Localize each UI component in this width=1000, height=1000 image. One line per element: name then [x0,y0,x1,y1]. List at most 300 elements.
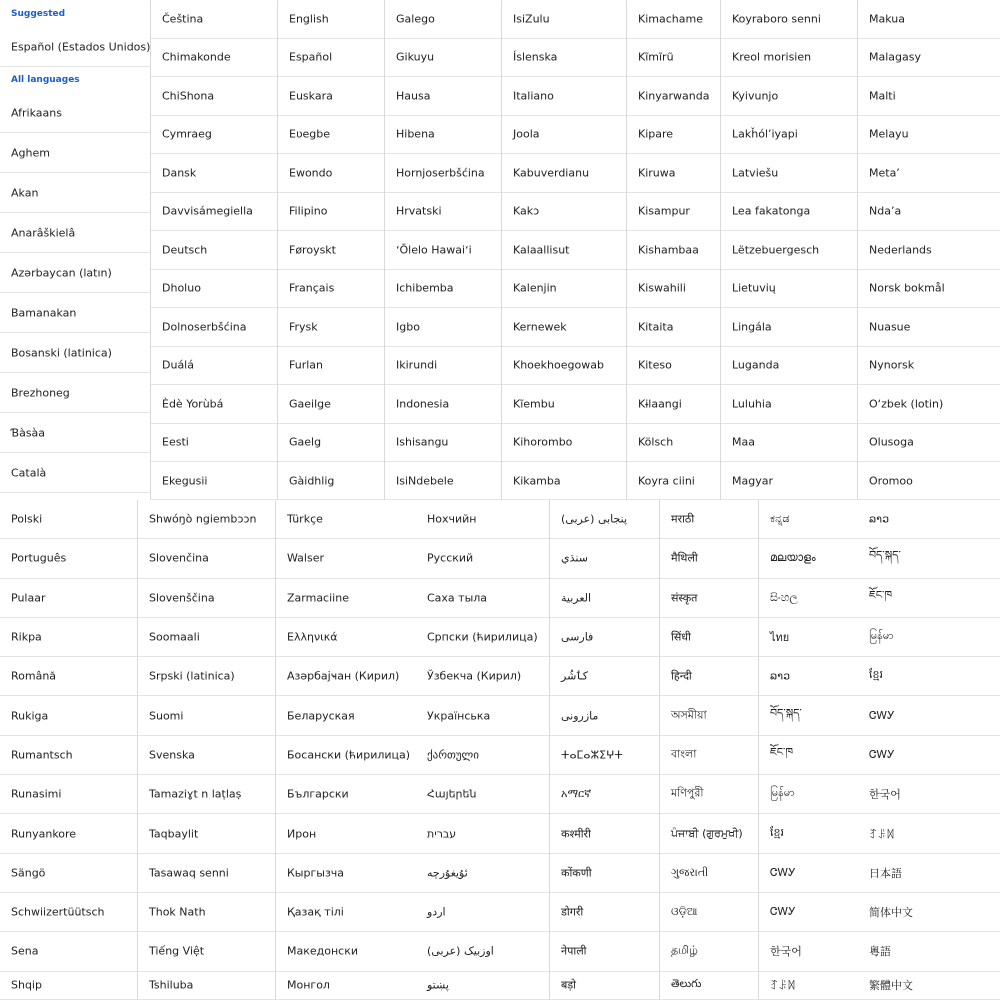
language-item[interactable] [276,814,416,853]
language-label: Español [289,50,333,64]
language-item[interactable] [416,579,549,618]
language-item[interactable] [858,347,1000,386]
language-item[interactable] [416,736,549,775]
language-label: ئۇيغۇرچە [427,866,468,880]
language-item[interactable] [416,854,549,893]
language-item[interactable] [276,932,416,971]
language-label: ខ្មែរ [869,668,883,682]
language-item[interactable] [759,539,858,578]
language-label: मैथिली [671,551,698,565]
language-item[interactable] [660,932,758,971]
language-item[interactable] [858,154,1000,193]
language-label: Koyraboro senni [732,12,821,26]
language-label: Nynorsk [869,358,915,372]
language-item[interactable] [858,697,1000,736]
language-item[interactable] [721,231,857,270]
language-item[interactable] [502,154,626,193]
suggested-header: Suggested [11,9,66,19]
language-item[interactable] [721,39,857,78]
language-item[interactable] [138,618,275,657]
language-item[interactable] [627,193,720,232]
language-label: Íslenska [513,50,558,64]
language-item[interactable] [151,39,277,78]
language-item[interactable] [276,775,416,814]
language-label: Kalenjin [513,281,557,295]
language-item[interactable] [550,539,659,578]
language-label: Ekegusii [162,474,208,487]
language-item[interactable] [276,854,416,893]
language-item[interactable] [278,154,384,193]
language-item[interactable] [550,697,659,736]
language-label: Kihorombo [513,435,573,449]
language-item[interactable] [550,775,659,814]
language-label: Dansk [162,166,197,180]
language-label: Oromoo [869,474,913,487]
language-label: Kölsch [638,435,674,449]
language-item[interactable] [721,193,857,232]
language-item[interactable] [276,736,416,775]
language-item[interactable] [759,854,858,893]
language-label: नेपाली [561,944,587,958]
language-item[interactable] [278,193,384,232]
language-item[interactable] [721,424,857,463]
language-label: Kĩembu [513,397,555,411]
language-item[interactable] [660,814,758,853]
language-label: Føroyskt [289,243,336,257]
language-item[interactable] [502,308,626,347]
language-item[interactable] [721,308,857,347]
language-label: Nederlands [869,243,932,257]
language-item[interactable] [385,77,501,116]
language-label: മലയാളം [770,551,816,565]
language-label: Italiano [513,89,554,103]
language-item[interactable] [151,308,277,347]
language-item[interactable] [0,213,150,253]
language-item[interactable] [151,347,277,386]
language-label: ગુજરાતી [671,865,709,879]
language-item[interactable] [385,193,501,232]
language-label: Ελληνικά [287,630,338,644]
language-item[interactable] [627,462,720,500]
language-item[interactable] [276,893,416,932]
language-column-10 [138,500,275,1000]
language-item[interactable] [0,453,150,493]
language-item[interactable] [276,618,416,657]
language-item[interactable] [660,579,758,618]
language-item[interactable] [138,579,275,618]
language-label: Ichibemba [396,281,454,295]
language-item[interactable] [550,500,659,539]
language-item[interactable] [759,500,858,539]
language-item[interactable] [759,932,858,971]
language-label: Hibena [396,127,435,141]
language-item[interactable] [278,231,384,270]
language-item[interactable] [550,972,659,1000]
language-item[interactable] [151,231,277,270]
language-item[interactable] [627,0,720,39]
language-item[interactable] [278,424,384,463]
language-label: සිංහල [770,590,798,604]
language-label: Български [287,787,349,801]
language-label: Dholuo [162,281,201,295]
language-item[interactable] [660,539,758,578]
language-label: Ирон [287,827,317,841]
language-item[interactable] [502,0,626,39]
language-label: Kabuverdianu [513,166,590,180]
language-label: Українська [427,709,491,723]
language-label: Khoekhoegowab [513,358,604,372]
language-label: Eʋegbe [289,127,331,141]
language-item[interactable] [858,814,1000,853]
language-item[interactable] [858,116,1000,155]
language-label: Română [11,669,57,683]
language-label: Kiruwa [638,166,676,180]
language-item[interactable] [550,854,659,893]
language-item[interactable] [550,657,659,696]
language-item[interactable] [0,293,150,333]
language-label: မြန်မာ [869,629,894,643]
language-item[interactable] [858,462,1000,500]
language-item[interactable] [0,854,137,893]
language-item[interactable] [0,972,137,1000]
language-item[interactable] [278,0,384,39]
language-label: Tasawaq senni [149,866,229,880]
language-item[interactable] [721,116,857,155]
language-item[interactable] [0,618,137,657]
language-label: Joola [513,127,540,141]
language-label: Kreol morisien [732,50,812,64]
language-item[interactable] [759,579,858,618]
language-item[interactable] [0,413,150,453]
language-item[interactable] [721,347,857,386]
language-label: ꆈꌠꉙ [770,979,796,993]
language-item[interactable] [721,0,857,39]
language-item[interactable] [385,462,501,500]
language-label: ⵜⴰⵎⴰⵣⵉⵖⵜ [561,748,623,762]
language-item[interactable] [502,77,626,116]
language-item[interactable] [0,657,137,696]
language-item[interactable] [502,347,626,386]
language-item[interactable] [278,39,384,78]
language-item[interactable] [858,736,1000,775]
all-languages-header: All languages [11,75,80,85]
language-item[interactable] [502,39,626,78]
language-item[interactable] [858,385,1000,424]
language-item[interactable] [858,77,1000,116]
language-item[interactable] [385,231,501,270]
language-item[interactable] [385,154,501,193]
language-item[interactable] [550,893,659,932]
language-label: Tamaziɣt n laṭlaṣ [149,787,242,801]
language-item[interactable] [138,500,275,539]
language-label: Metaʼ [869,166,900,180]
language-item[interactable] [138,972,275,1000]
language-item[interactable] [627,347,720,386]
language-item[interactable] [0,93,150,133]
language-item[interactable] [550,618,659,657]
language-panel-4 [858,500,1000,1000]
language-item[interactable] [0,253,150,293]
language-item[interactable] [550,579,659,618]
language-item[interactable] [416,775,549,814]
language-panel-3 [416,500,858,1000]
language-item[interactable] [278,116,384,155]
language-item[interactable] [759,893,858,932]
language-label: कोंकणी [561,866,592,880]
language-item[interactable] [138,657,275,696]
language-item[interactable] [416,657,549,696]
language-item[interactable] [502,231,626,270]
language-label: ᏣᎳᎩ [770,865,796,879]
language-item[interactable] [858,972,1000,1000]
language-label: Cymraeg [162,127,212,141]
language-label: Runasimi [11,787,62,801]
language-item[interactable] [138,539,275,578]
language-item[interactable] [550,814,659,853]
language-item[interactable] [721,385,857,424]
language-item[interactable] [151,270,277,309]
language-label: Kisampur [638,204,690,218]
language-item[interactable] [276,500,416,539]
language-label: Sängö [11,866,46,880]
language-item[interactable] [550,736,659,775]
language-item[interactable] [660,500,758,539]
language-label: ខ្មែរ [770,825,784,839]
language-item[interactable] [759,697,858,736]
language-item[interactable] [858,932,1000,971]
language-item[interactable] [660,697,758,736]
language-item[interactable] [276,697,416,736]
language-item[interactable] [660,736,758,775]
language-item[interactable] [502,462,626,500]
language-item[interactable] [858,854,1000,893]
language-item[interactable] [385,347,501,386]
language-panel-2 [0,500,416,1000]
language-item[interactable] [858,657,1000,696]
language-label: Suomi [149,709,184,723]
language-item[interactable] [0,539,137,578]
language-item[interactable] [416,618,549,657]
language-column-13 [550,500,659,1000]
language-item[interactable] [385,39,501,78]
language-item[interactable] [759,657,858,696]
language-label: Srpski (latinica) [149,669,235,683]
language-label: कश्मीरी [561,827,591,841]
language-item[interactable] [858,893,1000,932]
language-item[interactable] [858,193,1000,232]
language-label: བོད་སྐད་ [869,548,901,562]
language-item[interactable] [0,893,137,932]
language-item[interactable] [660,893,758,932]
language-item[interactable] [660,618,758,657]
language-item[interactable] [0,373,150,413]
language-item[interactable] [416,932,549,971]
language-label: العربية [561,591,592,605]
language-item[interactable] [276,657,416,696]
language-item[interactable] [627,77,720,116]
language-item[interactable] [627,270,720,309]
language-item[interactable] [627,231,720,270]
language-item[interactable] [151,116,277,155]
language-column-8 [858,0,1000,500]
language-item[interactable] [0,775,137,814]
language-item[interactable] [0,932,137,971]
language-item[interactable] [278,270,384,309]
language-item[interactable] [721,462,857,500]
language-item[interactable] [502,116,626,155]
language-item[interactable] [759,775,858,814]
language-item[interactable] [660,775,758,814]
language-label: Slovenčina [149,551,209,565]
language-item[interactable] [278,385,384,424]
language-item[interactable] [627,308,720,347]
language-label: Kɨlaangi [638,397,682,411]
language-item[interactable] [151,385,277,424]
language-item[interactable] [416,893,549,932]
language-item[interactable] [0,697,137,736]
language-item[interactable] [759,618,858,657]
language-item[interactable] [502,424,626,463]
language-label: Lëtzebuergesch [732,243,820,257]
language-item[interactable] [278,347,384,386]
language-item[interactable] [858,618,1000,657]
language-item[interactable] [138,854,275,893]
language-item[interactable] [416,972,549,1000]
language-label: Tiếng Việt [149,944,205,958]
language-item[interactable] [858,424,1000,463]
language-item[interactable] [858,270,1000,309]
language-item[interactable] [502,193,626,232]
language-column-6 [627,0,720,500]
language-item[interactable] [276,972,416,1000]
language-item[interactable] [550,932,659,971]
language-item[interactable] [278,462,384,500]
language-item[interactable] [385,308,501,347]
language-item[interactable] [627,385,720,424]
language-item[interactable] [0,333,150,373]
language-item[interactable] [660,854,758,893]
language-item[interactable] [138,736,275,775]
language-label: Azərbaycan (latın) [11,266,112,279]
language-label: Furlan [289,358,323,372]
language-label: মণিপুরী [671,786,704,800]
language-item[interactable] [151,154,277,193]
language-item[interactable] [627,154,720,193]
language-label: Ikirundi [396,358,438,372]
language-item[interactable] [627,39,720,78]
language-label: 简体中文 [869,906,913,920]
language-item[interactable] [276,579,416,618]
language-item[interactable] [151,0,277,39]
language-item[interactable] [721,154,857,193]
language-label: ꆈꌠꉙ [869,828,895,842]
language-item[interactable] [721,77,857,116]
language-item[interactable] [138,893,275,932]
language-item[interactable] [151,77,277,116]
language-item[interactable] [858,579,1000,618]
language-label: Қазақ тілі [287,905,344,919]
language-item[interactable] [385,270,501,309]
language-item[interactable] [138,814,275,853]
language-item[interactable] [138,775,275,814]
language-item[interactable] [151,424,277,463]
language-item[interactable] [502,270,626,309]
language-label: Makua [869,12,905,26]
language-item[interactable] [858,39,1000,78]
language-label: Kernewek [513,320,567,334]
language-item[interactable] [502,385,626,424]
language-label: Rumantsch [11,748,73,762]
language-item[interactable] [660,972,758,1000]
language-item[interactable] [0,579,137,618]
language-label: Bosanski (latinica) [11,346,112,359]
language-item[interactable] [858,500,1000,539]
language-label: Kipare [638,127,674,141]
language-label: Català [11,466,47,479]
language-label: Eesti [162,435,189,449]
language-label: डोगरी [561,905,584,919]
language-item[interactable] [0,133,150,173]
language-item[interactable] [627,424,720,463]
language-label: Ndaʼa [869,204,902,218]
language-item-suggested[interactable]: Español (Estados Unidos) [0,27,150,67]
language-item[interactable] [0,736,137,775]
language-label: 日本語 [869,866,902,880]
language-item[interactable] [278,77,384,116]
language-label: Kyivunjo [732,89,779,103]
language-item[interactable] [385,385,501,424]
language-item[interactable] [0,814,137,853]
language-item[interactable] [416,697,549,736]
language-item[interactable] [660,657,758,696]
language-label: አማርኛ [561,787,592,801]
language-item[interactable] [858,539,1000,578]
language-item[interactable] [759,736,858,775]
language-item[interactable] [721,270,857,309]
language-item[interactable] [385,424,501,463]
language-item[interactable] [0,173,150,213]
language-label: မြန်မာ [770,786,795,800]
language-item[interactable] [416,500,549,539]
language-item[interactable] [138,932,275,971]
language-label: اوزبیک (عربی) [427,944,494,958]
language-item[interactable] [759,972,858,1000]
language-item[interactable] [858,231,1000,270]
language-item[interactable] [385,116,501,155]
language-item[interactable] [278,308,384,347]
language-item[interactable] [276,539,416,578]
language-item[interactable] [858,0,1000,39]
language-label: Magyar [732,474,773,487]
language-item[interactable] [151,462,277,500]
language-item[interactable] [858,308,1000,347]
language-label: Kĩmĩrũ [638,50,674,64]
language-item[interactable] [858,775,1000,814]
language-label: Afrikaans [11,106,62,119]
language-label: Kiswahili [638,281,686,295]
language-item[interactable] [385,0,501,39]
language-label: Kikamba [513,474,561,487]
language-item[interactable] [416,814,549,853]
language-label: مازرونی [561,709,599,723]
language-item[interactable] [151,193,277,232]
language-item[interactable] [138,697,275,736]
language-item[interactable] [0,500,137,539]
language-item[interactable] [759,814,858,853]
language-item[interactable] [627,116,720,155]
language-column-14 [660,500,758,1000]
language-item[interactable] [416,539,549,578]
